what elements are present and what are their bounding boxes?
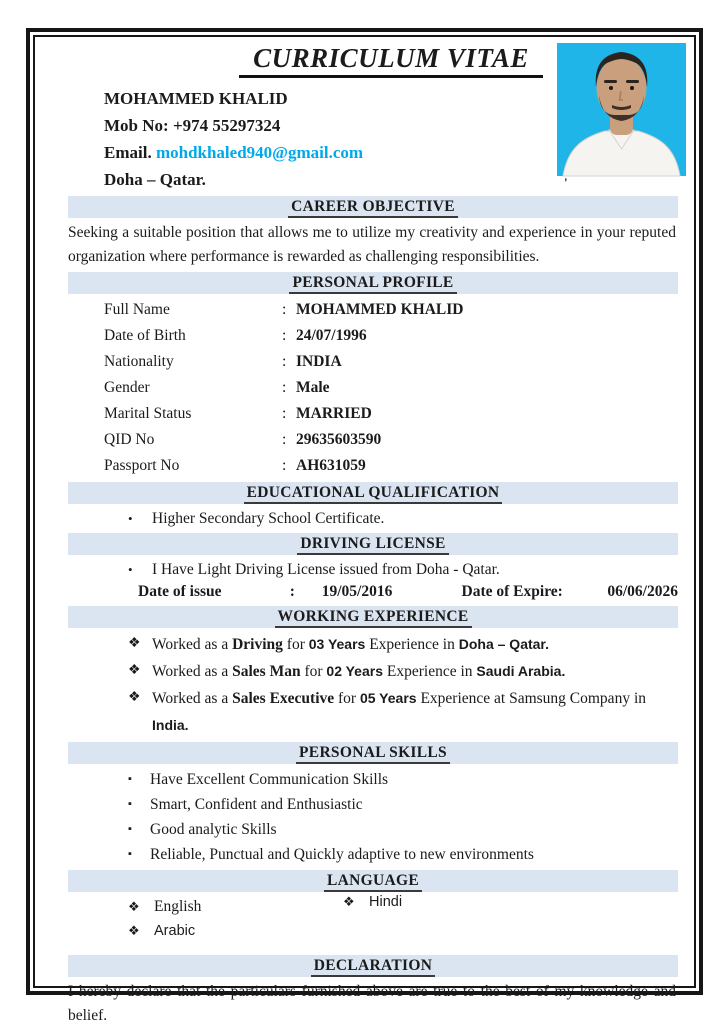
- cv-page: [33, 35, 696, 1024]
- profile-label: Passport No: [104, 457, 180, 474]
- issue-date-value: 19/05/2016: [321, 583, 393, 600]
- language-item: [128, 895, 343, 919]
- section-language: [68, 870, 678, 892]
- section-education: [68, 482, 678, 504]
- profile-value: MARRIED: [296, 405, 372, 422]
- mobile-number: +974 55297324: [172, 116, 281, 135]
- profile-value: INDIA: [296, 353, 342, 370]
- skill-item: [128, 842, 678, 867]
- experience-segment: Experience at Samsung Company in: [416, 690, 646, 707]
- issue-date-label: Date of issue: [138, 583, 222, 600]
- colon-separator: :: [282, 431, 287, 448]
- skill-text: Good analytic Skills: [150, 821, 277, 838]
- square-bullet-icon: ▪: [128, 848, 132, 860]
- experience-place: Doha – Qatar: [458, 636, 546, 652]
- language-item: [128, 919, 343, 943]
- skill-item: [128, 792, 678, 817]
- colon-separator: :: [282, 353, 287, 370]
- experience-segment: Experience in: [365, 636, 459, 653]
- location-line: Doha – Qatar.: [104, 170, 206, 189]
- language-heading: LANGUAGE: [324, 872, 422, 892]
- language-column-2: [343, 890, 402, 943]
- profile-row: [104, 427, 678, 453]
- experience-years: 05 Years: [359, 690, 417, 706]
- colon-separator: :: [282, 301, 287, 318]
- list-item: [128, 507, 678, 530]
- diamond-bullet-icon: ❖: [343, 894, 355, 909]
- round-bullet-icon: •: [128, 562, 133, 577]
- language-lists: [68, 895, 678, 943]
- personal-skills-heading: PERSONAL SKILLS: [296, 744, 450, 764]
- expire-date-value: 06/06/2026: [607, 583, 678, 600]
- experience-role: Driving: [232, 636, 283, 653]
- experience-text: [152, 685, 678, 739]
- profile-label: Marital Status: [104, 405, 192, 422]
- section-personal-skills: [68, 742, 678, 764]
- diamond-bullet-icon: ❖: [128, 636, 141, 651]
- email-label: Email.: [104, 143, 152, 162]
- experience-text: [152, 631, 549, 658]
- colon-separator: :: [282, 457, 287, 474]
- page-title: CURRICULUM VITAE: [239, 43, 543, 78]
- expire-date-label: Date of Expire:: [461, 583, 563, 600]
- section-working-experience: [68, 606, 678, 628]
- language-name: English: [154, 898, 202, 915]
- experience-place: Saudi Arabia: [476, 663, 562, 679]
- colon-separator: :: [282, 405, 287, 422]
- declaration-heading: DECLARATION: [311, 957, 435, 977]
- working-experience-heading: WORKING EXPERIENCE: [275, 608, 472, 628]
- round-bullet-icon: •: [128, 511, 133, 526]
- skill-item: [128, 817, 678, 842]
- diamond-bullet-icon: ❖: [128, 899, 140, 914]
- language-item: [343, 890, 402, 914]
- experience-item: [128, 658, 678, 685]
- skills-list: [68, 767, 678, 867]
- driving-license-heading: DRIVING LICENSE: [297, 535, 448, 555]
- profile-row: [104, 349, 678, 375]
- personal-profile-heading: PERSONAL PROFILE: [289, 274, 456, 294]
- profile-value: MOHAMMED KHALID: [296, 301, 464, 318]
- page-border-outer: [26, 28, 703, 1024]
- experience-segment: .: [561, 663, 566, 679]
- experience-item: [128, 685, 678, 739]
- skill-text: Smart, Confident and Enthusiastic: [150, 796, 363, 813]
- declaration-text: I hereby declare that the particulars furnished above are true to the best of my knowledge and belief.: [68, 983, 676, 1024]
- experience-segment: .: [545, 636, 549, 652]
- profile-value: 24/07/1996: [296, 327, 367, 344]
- license-dates-row: [68, 581, 678, 603]
- diamond-bullet-icon: ❖: [128, 690, 141, 705]
- personal-profile-table: [104, 297, 678, 479]
- profile-value: AH631059: [296, 457, 366, 474]
- colon-separator: :: [282, 327, 287, 344]
- section-career-objective: [68, 196, 678, 218]
- experience-role: Sales Executive: [232, 690, 335, 707]
- profile-photo: [557, 43, 686, 176]
- experience-segment: .: [184, 717, 189, 733]
- experience-role: Sales Man: [232, 663, 301, 680]
- stray-mark: ': [564, 175, 568, 190]
- experience-segment: for: [334, 690, 360, 707]
- profile-label: Nationality: [104, 353, 174, 370]
- list-item: [128, 558, 678, 581]
- experience-segment: for: [282, 636, 309, 653]
- experience-segment: Worked as a: [152, 663, 233, 680]
- experience-list: [68, 631, 678, 739]
- language-column-1: [128, 895, 343, 943]
- experience-place: India: [152, 717, 185, 733]
- experience-segment: Worked as a: [152, 636, 233, 653]
- language-name: Arabic: [154, 923, 196, 939]
- career-objective-text: Seeking a suitable position that allows me to utilize my creativity and experience in your reputed organization where performance is rewarded as challenging responsibilities.: [68, 224, 676, 265]
- profile-row: [104, 453, 678, 479]
- profile-value: Male: [296, 379, 330, 396]
- education-item: Higher Secondary School Certificate.: [152, 510, 385, 527]
- diamond-bullet-icon: ❖: [128, 663, 141, 678]
- skill-text: Have Excellent Communication Skills: [150, 771, 389, 788]
- profile-photo-drawing: [557, 43, 686, 176]
- experience-segment: Worked as a: [152, 690, 233, 707]
- square-bullet-icon: ▪: [128, 798, 132, 810]
- language-name: Hindi: [369, 894, 403, 910]
- diamond-bullet-icon: ❖: [128, 923, 140, 938]
- profile-value: 29635603590: [296, 431, 382, 448]
- profile-row: [104, 323, 678, 349]
- education-list: [68, 507, 678, 530]
- candidate-name: MOHAMMED KHALID: [104, 89, 288, 108]
- experience-item: [128, 631, 678, 658]
- section-personal-profile: [68, 272, 678, 294]
- profile-label: Gender: [104, 379, 150, 396]
- square-bullet-icon: ▪: [128, 773, 132, 785]
- skill-text: Reliable, Punctual and Quickly adaptive to new environments: [150, 846, 534, 863]
- experience-years: 03 Years: [308, 636, 366, 652]
- profile-label: Full Name: [104, 301, 170, 318]
- skill-item: [128, 767, 678, 792]
- driving-license-item: I Have Light Driving License issued from Doha - Qatar.: [152, 561, 500, 578]
- section-declaration: [68, 955, 678, 977]
- section-driving-license: [68, 533, 678, 555]
- experience-segment: for: [300, 663, 327, 680]
- profile-row: [104, 401, 678, 427]
- square-bullet-icon: ▪: [128, 823, 132, 835]
- profile-row: [104, 297, 678, 323]
- experience-text: [152, 658, 565, 685]
- profile-label: QID No: [104, 431, 155, 448]
- experience-years: 02 Years: [326, 663, 383, 679]
- driving-license-list: [68, 558, 678, 581]
- career-objective-heading: CAREER OBJECTIVE: [288, 198, 458, 218]
- email-link[interactable]: mohdkhaled940@gmail.com: [155, 143, 364, 162]
- education-heading: EDUCATIONAL QUALIFICATION: [244, 484, 503, 504]
- experience-segment: Experience in: [383, 663, 477, 680]
- profile-label: Date of Birth: [104, 327, 186, 344]
- profile-row: [104, 375, 678, 401]
- colon-separator: :: [282, 379, 287, 396]
- mobile-label: Mob No:: [104, 116, 169, 135]
- colon-separator: :: [289, 583, 295, 600]
